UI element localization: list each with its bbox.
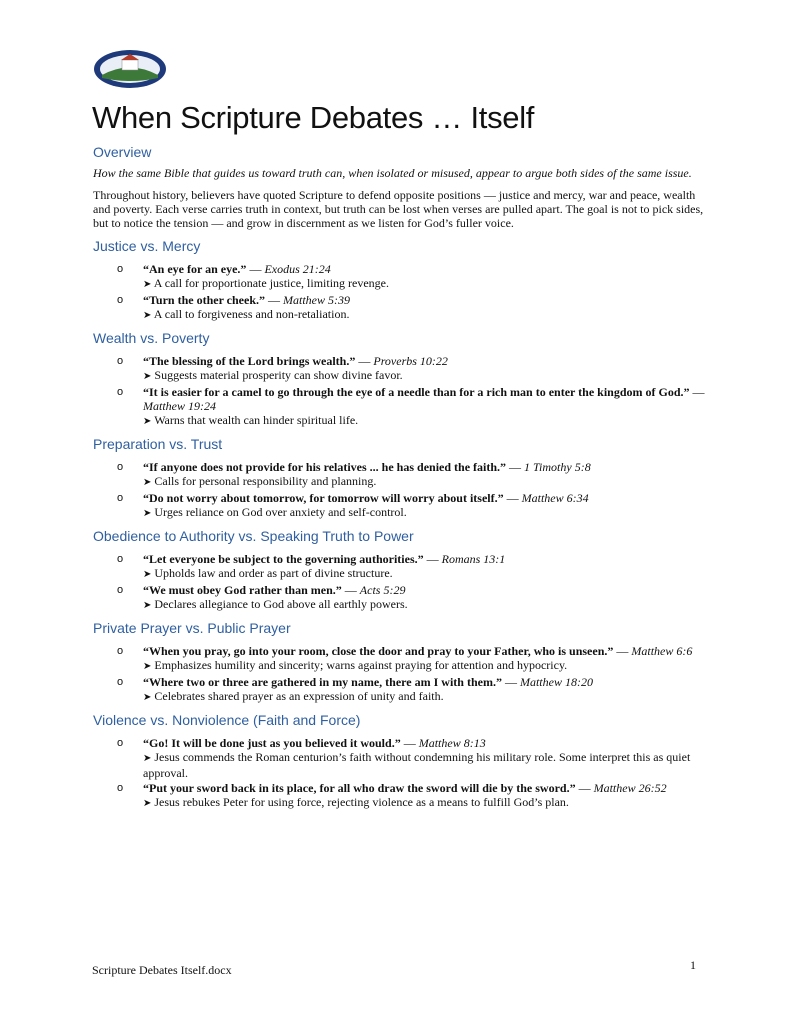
verse-reference: Matthew 8:13 bbox=[418, 736, 486, 750]
arrow-bullet-icon: ➤ bbox=[143, 600, 152, 611]
verse-item bbox=[93, 583, 705, 613]
verse-item bbox=[93, 675, 705, 705]
verse-list bbox=[93, 552, 705, 613]
verse-note: Emphasizes humility and sincerity; warns against praying for attention and hypocricy. bbox=[154, 658, 568, 672]
verse-reference: Proverbs 10:22 bbox=[373, 354, 448, 368]
verse-quote: “The blessing of the Lord brings wealth.” bbox=[143, 354, 356, 368]
em-dash: — bbox=[503, 491, 522, 505]
verse-reference: Matthew 6:6 bbox=[631, 644, 693, 658]
circle-bullet-icon: o bbox=[117, 737, 124, 749]
verse-reference: Matthew 19:24 bbox=[143, 399, 216, 413]
section bbox=[93, 712, 705, 811]
verse-item bbox=[93, 644, 705, 674]
em-dash: — bbox=[689, 385, 705, 399]
verse-quote: “Go! It will be done just as you believed it would.” bbox=[143, 736, 401, 750]
circle-bullet-icon: o bbox=[117, 584, 124, 596]
verse-note: Warns that wealth can hinder spiritual life. bbox=[154, 413, 359, 427]
section-heading: Justice vs. Mercy bbox=[93, 238, 201, 254]
verse-note: Upholds law and order as part of divine structure. bbox=[154, 566, 393, 580]
em-dash: — bbox=[355, 354, 374, 368]
verse-note: Calls for personal responsibility and planning. bbox=[154, 474, 377, 488]
verse-item bbox=[93, 491, 705, 521]
verse-reference: Matthew 18:20 bbox=[519, 675, 593, 689]
em-dash: — bbox=[423, 552, 442, 566]
arrow-bullet-icon: ➤ bbox=[143, 798, 152, 809]
verse-note: Urges reliance on God over anxiety and self-control. bbox=[154, 505, 407, 519]
verse-list bbox=[93, 262, 705, 323]
intro-paragraph: Throughout history, believers have quoted Scripture to defend opposite positions — justice and mercy, war and peace, wealth and poverty. Each verse carries truth in context, but truth can be lost when verses are pulled apart. The goal is not to pick sides, but to notice the tension — and grow in discernment as we listen for God’s fuller voice. bbox=[93, 188, 704, 230]
verse-reference: 1 Timothy 5:8 bbox=[524, 460, 591, 474]
circle-bullet-icon: o bbox=[117, 355, 124, 367]
verse-reference: Acts 5:29 bbox=[359, 583, 406, 597]
arrow-bullet-icon: ➤ bbox=[143, 279, 152, 290]
em-dash: — bbox=[246, 262, 265, 276]
verse-item bbox=[93, 460, 705, 490]
section bbox=[93, 528, 705, 613]
circle-bullet-icon: o bbox=[117, 461, 124, 473]
verse-list bbox=[93, 354, 705, 429]
verse-reference: Romans 13:1 bbox=[441, 552, 506, 566]
verse-item bbox=[93, 354, 705, 384]
verse-list bbox=[93, 644, 705, 705]
verse-quote: “Let everyone be subject to the governing authorities.” bbox=[143, 552, 424, 566]
verse-note: A call for proportionate justice, limiting revenge. bbox=[153, 276, 389, 290]
verse-quote: “When you pray, go into your room, close the door and pray to your Father, who is unseen.” bbox=[143, 644, 614, 658]
section-heading: Violence vs. Nonviolence (Faith and Force) bbox=[93, 712, 361, 728]
section bbox=[93, 238, 705, 323]
verse-note: A call to forgiveness and non-retaliation. bbox=[153, 307, 350, 321]
section-heading: Preparation vs. Trust bbox=[93, 436, 223, 452]
document-title: When Scripture Debates … Itself bbox=[92, 100, 535, 135]
circle-bullet-icon: o bbox=[117, 492, 124, 504]
section bbox=[93, 436, 705, 521]
em-dash: — bbox=[400, 736, 419, 750]
footer-filename: Scripture Debates Itself.docx bbox=[92, 963, 232, 977]
em-dash: — bbox=[265, 293, 284, 307]
arrow-bullet-icon: ➤ bbox=[143, 753, 152, 764]
circle-bullet-icon: o bbox=[117, 263, 124, 275]
verse-note: Declares allegiance to God above all earthly powers. bbox=[154, 597, 408, 611]
verse-item bbox=[93, 262, 705, 292]
verse-reference: Matthew 26:52 bbox=[593, 781, 667, 795]
verse-note: Suggests material prosperity can show divine favor. bbox=[154, 368, 403, 382]
verse-quote: “Put your sword back in its place, for all who draw the sword will die by the sword.” bbox=[143, 781, 576, 795]
document-body bbox=[93, 144, 705, 818]
em-dash: — bbox=[506, 460, 525, 474]
em-dash: — bbox=[501, 675, 520, 689]
section-heading: Wealth vs. Poverty bbox=[93, 330, 210, 346]
section bbox=[93, 620, 705, 705]
circle-bullet-icon: o bbox=[117, 645, 124, 657]
verse-item bbox=[93, 385, 705, 429]
verse-reference: Exodus 21:24 bbox=[264, 262, 331, 276]
verse-list bbox=[93, 736, 705, 811]
verse-quote: “It is easier for a camel to go through the eye of a needle than for a rich man to enter the kingdom of God.” bbox=[143, 385, 690, 399]
verse-item bbox=[93, 736, 705, 780]
arrow-bullet-icon: ➤ bbox=[143, 692, 152, 703]
circle-bullet-icon: o bbox=[117, 386, 124, 398]
sections-container bbox=[93, 238, 705, 811]
verse-reference: Matthew 6:34 bbox=[521, 491, 589, 505]
arrow-bullet-icon: ➤ bbox=[143, 661, 152, 672]
verse-quote: “If anyone does not provide for his relatives ... he has denied the faith.” bbox=[143, 460, 507, 474]
section bbox=[93, 330, 705, 429]
verse-quote: “Do not worry about tomorrow, for tomorrow will worry about itself.” bbox=[143, 491, 504, 505]
section-heading: Private Prayer vs. Public Prayer bbox=[93, 620, 291, 636]
em-dash: — bbox=[575, 781, 594, 795]
verse-item bbox=[93, 781, 705, 811]
verse-list bbox=[93, 460, 705, 521]
section-heading: Obedience to Authority vs. Speaking Truth to Power bbox=[93, 528, 414, 544]
verse-quote: “We must obey God rather than men.” bbox=[143, 583, 342, 597]
verse-reference: Matthew 5:39 bbox=[283, 293, 351, 307]
verse-note: Jesus commends the Roman centurion’s faith without condemning his military role. Some interpret this as quiet approval. bbox=[143, 750, 691, 780]
arrow-bullet-icon: ➤ bbox=[143, 416, 152, 427]
arrow-bullet-icon: ➤ bbox=[143, 310, 152, 321]
verse-item bbox=[93, 552, 705, 582]
arrow-bullet-icon: ➤ bbox=[143, 477, 152, 488]
circle-bullet-icon: o bbox=[117, 294, 124, 306]
verse-quote: “An eye for an eye.” bbox=[143, 262, 247, 276]
church-logo bbox=[92, 48, 168, 90]
verse-note: Jesus rebukes Peter for using force, rejecting violence as a means to fulfill God’s plan. bbox=[154, 795, 569, 809]
verse-quote: “Where two or three are gathered in my name, there am I with them.” bbox=[143, 675, 502, 689]
page-number: 1 bbox=[690, 958, 696, 972]
circle-bullet-icon: o bbox=[117, 782, 124, 794]
arrow-bullet-icon: ➤ bbox=[143, 569, 152, 580]
document-subtitle: How the same Bible that guides us toward truth can, when isolated or misused, appear to argue both sides of the same issue. bbox=[93, 166, 692, 180]
verse-note: Celebrates shared prayer as an expression of unity and faith. bbox=[154, 689, 444, 703]
em-dash: — bbox=[613, 644, 632, 658]
verse-quote: “Turn the other cheek.” bbox=[143, 293, 266, 307]
verse-item bbox=[93, 293, 705, 323]
circle-bullet-icon: o bbox=[117, 553, 124, 565]
arrow-bullet-icon: ➤ bbox=[143, 371, 152, 382]
arrow-bullet-icon: ➤ bbox=[143, 508, 152, 519]
circle-bullet-icon: o bbox=[117, 676, 124, 688]
em-dash: — bbox=[341, 583, 360, 597]
overview-heading: Overview bbox=[93, 144, 152, 160]
